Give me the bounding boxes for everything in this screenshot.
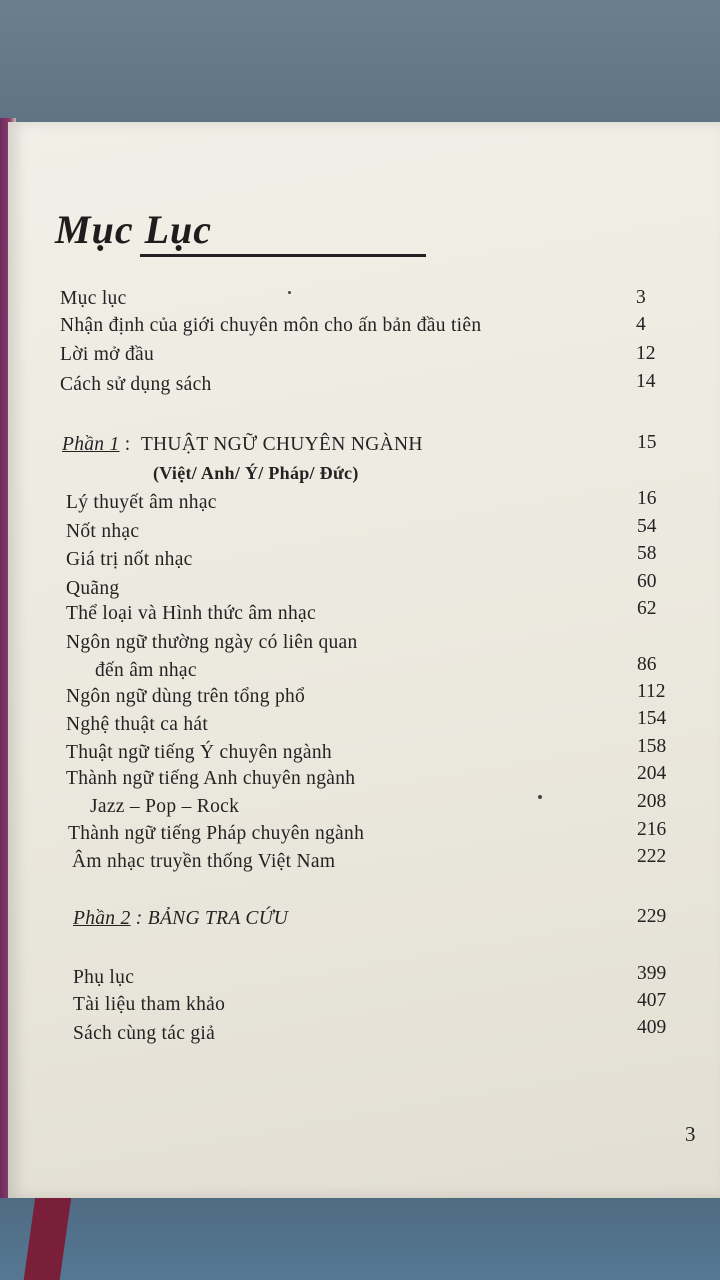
toc-entry-label: Thành ngữ tiếng Anh chuyên ngành — [66, 768, 356, 789]
toc-entry-page: 60 — [637, 571, 657, 592]
toc-entry-label: Cách sử dụng sách — [60, 374, 212, 395]
part-2-heading — [73, 908, 288, 930]
part-2-label: Phần 2 — [73, 908, 131, 929]
part-1-label: Phần 1 — [62, 434, 120, 455]
toc-entry-label: Giá trị nốt nhạc — [66, 549, 193, 570]
toc-entry-page: 208 — [637, 791, 667, 812]
toc-entry-label: Nốt nhạc — [66, 521, 140, 542]
toc-entry-page: 62 — [637, 598, 657, 619]
toc-entry-label: Jazz – Pop – Rock — [90, 796, 240, 817]
toc-entry-page: 3 — [636, 287, 646, 308]
part-1-colon: : — [119, 434, 141, 455]
part-1-title: THUẬT NGỮ CHUYÊN NGÀNH — [140, 434, 423, 455]
toc-entry-page: 204 — [637, 763, 667, 784]
table-surface-top — [0, 0, 720, 130]
toc-entry-label: Lý thuyết âm nhạc — [66, 492, 217, 513]
page-title: Mục Lục — [55, 207, 212, 252]
toc-entry-label: Thuật ngữ tiếng Ý chuyên ngành — [66, 742, 332, 763]
part-1-page: 15 — [637, 432, 657, 453]
toc-entry-page: 222 — [637, 846, 667, 867]
toc-entry-label: Thể loại và Hình thức âm nhạc — [66, 603, 316, 624]
toc-entry-page: 409 — [637, 1017, 667, 1038]
toc-entry-label: Tài liệu tham khảo — [73, 994, 226, 1015]
toc-entry-page: 58 — [637, 543, 657, 564]
toc-entry-label: Nhận định của giới chuyên môn cho ấn bản đầu tiên — [60, 315, 482, 336]
toc-entry-label: Ngôn ngữ thường ngày có liên quan — [66, 632, 358, 653]
page-number: 3 — [685, 1122, 696, 1146]
toc-entry-label: Thành ngữ tiếng Pháp chuyên ngành — [68, 823, 365, 844]
toc-entry-page: 4 — [636, 314, 646, 335]
toc-entry-label: Ngôn ngữ dùng trên tổng phổ — [66, 686, 306, 707]
toc-entry-page: 216 — [637, 819, 667, 840]
toc-entry-label: Mục lục — [60, 288, 127, 309]
toc-entry-page: 16 — [637, 488, 657, 509]
toc-entry-label: Âm nhạc truyền thống Việt Nam — [72, 851, 336, 872]
toc-entry-label: Quãng — [66, 578, 120, 599]
part-2-colon: : — [130, 908, 148, 929]
part-1-subtitle: (Việt/ Anh/ Ý/ Pháp/ Đức) — [153, 463, 359, 483]
toc-entry-page: 407 — [637, 990, 667, 1011]
toc-entry-page: 86 — [637, 654, 657, 675]
toc-entry-page: 14 — [636, 371, 656, 392]
title-underline — [140, 254, 426, 257]
toc-entry-page: 12 — [636, 343, 656, 364]
part-2-page: 229 — [637, 906, 667, 927]
toc-entry-page: 399 — [637, 963, 667, 984]
toc-entry-page: 112 — [637, 681, 666, 702]
print-speck — [288, 291, 291, 294]
print-speck — [538, 795, 542, 799]
part-1-heading — [62, 434, 423, 456]
toc-entry-label: Lời mở đầu — [60, 344, 155, 365]
table-surface-bottom — [0, 1195, 720, 1280]
part-2-title: BẢNG TRA CỨU — [147, 908, 289, 929]
toc-entry-label: Nghệ thuật ca hát — [66, 714, 209, 735]
toc-entry-page: 154 — [637, 708, 667, 729]
toc-entry-page: 158 — [637, 736, 667, 757]
toc-entry-page: 54 — [637, 516, 657, 537]
toc-entry-label: Sách cùng tác giả — [73, 1023, 216, 1044]
toc-entry-label: đến âm nhạc — [95, 660, 197, 681]
toc-entry-label: Phụ lục — [73, 967, 135, 988]
